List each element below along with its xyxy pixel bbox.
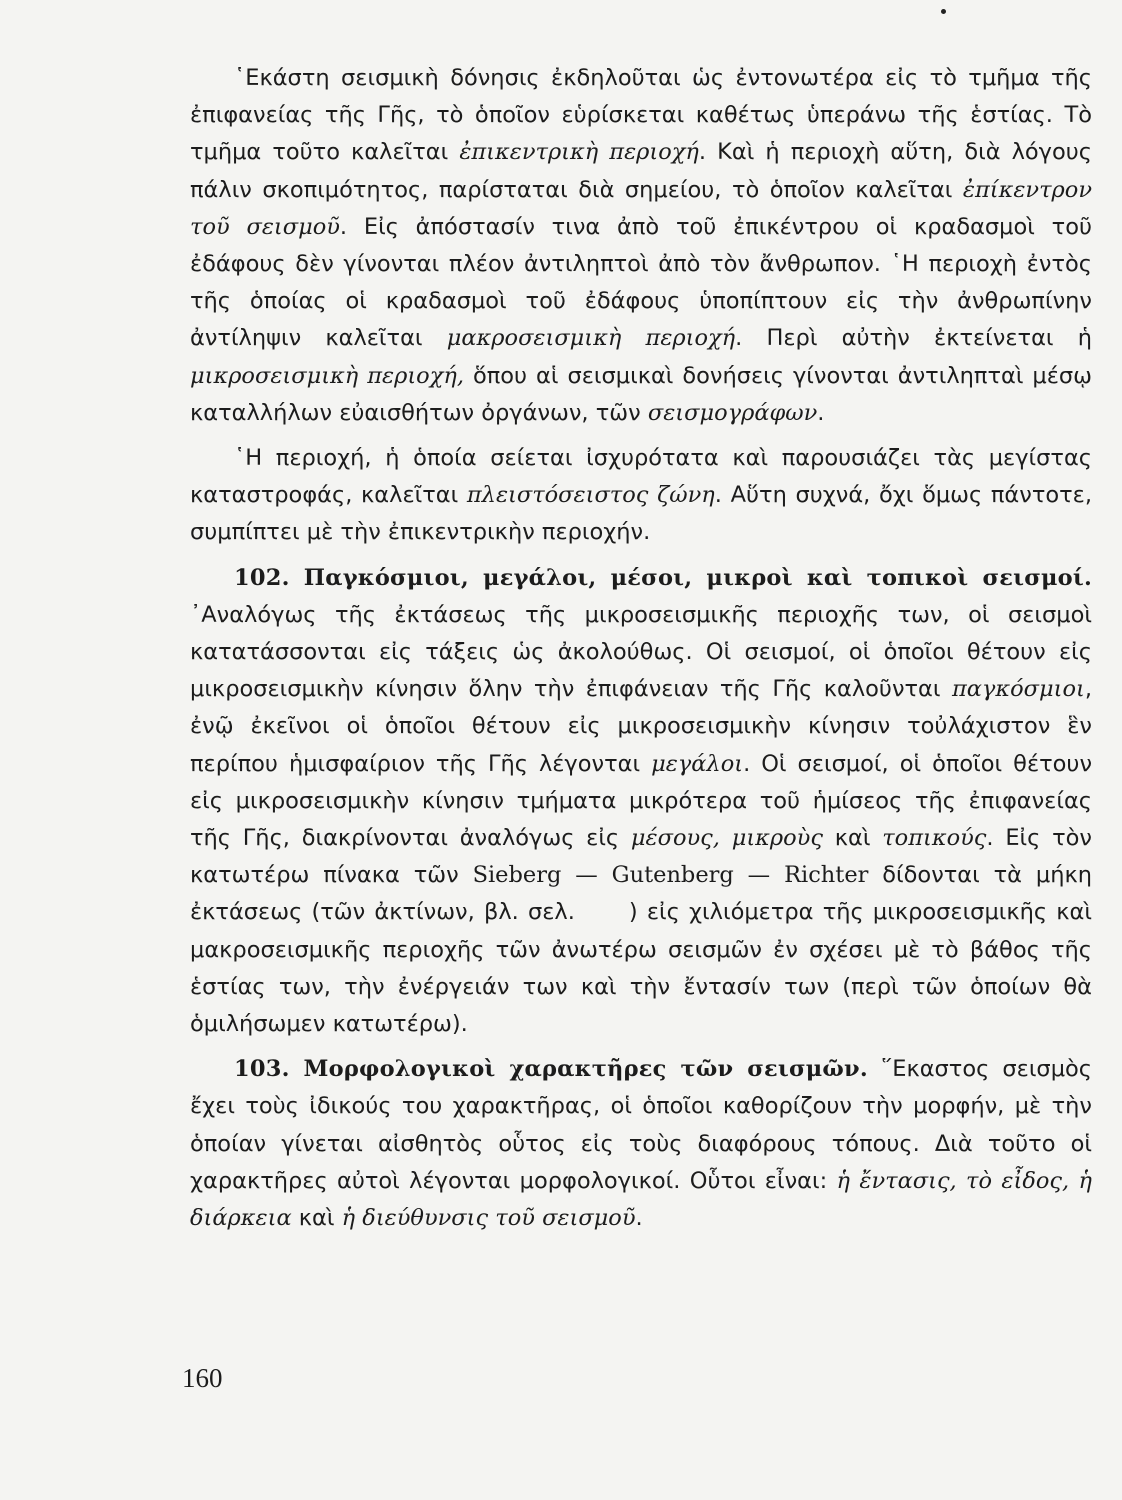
term-epicenter: ἐπίκεντρον τοῦ σεισμοῦ [190, 176, 1092, 240]
text-run: . [817, 399, 825, 426]
term-characteristics: ἡ ἔντασις, τὸ εἶδος, ἡ διάρκεια [190, 1167, 1093, 1232]
term-local: τοπικούς [882, 825, 987, 852]
term-seismographs: σεισμογράφων [647, 399, 818, 426]
text-run: . Οἱ σεισμοί, οἱ ὁποῖοι θέτουν εἰς μικροσεισμικὴν κίνησιν τμήματα μικρότερα τοῦ ἡμίσεος τῆς ἐπιφανείας τῆς Γῆς, διακρίνονται ἀναλόγως εἰς [190, 750, 1093, 852]
text-run: καὶ [291, 1205, 342, 1232]
term-global: παγκόσμιοι [951, 676, 1085, 703]
term-macroseismic-region: μακροσεισμικὴ περιοχή [446, 325, 736, 352]
text-run: . Εἰς τὸν κατωτέρω πίνακα τῶν [190, 825, 1093, 889]
intro-paragraph-1 [190, 60, 1092, 432]
text-run: . Περὶ αὐτὴν ἐκτείνεται ἡ [735, 325, 1092, 352]
text-run: ᾿Αναλόγως τῆς ἐκτάσεως τῆς μικροσεισμικῆς περιοχῆς των, οἱ σεισμοὶ κατατάσσονται εἰς τάξεις ὡς ἀκολούθως. Οἱ σεισμοί, οἱ ὁποῖοι θέτουν εἰς μικροσεισμικὴν κίνησιν ὅλην τὴν ἐπιφάνειαν τῆς Γῆς καλοῦνται [190, 601, 1092, 703]
term-large: μεγάλοι [651, 750, 744, 777]
text-run: ῾Η περιοχή, ἡ ὁποία σείεται ἰσχυρότατα καὶ παρουσιάζει τὰς μεγίστας καταστροφάς, καλεῖται [190, 445, 1092, 509]
section-102 [190, 560, 1092, 1044]
section-102-heading: 102. Παγκόσμιοι, μεγάλοι, μέσοι, μικροὶ καὶ τοπικοὶ σεισμοί. [234, 564, 1092, 591]
text-run: ῞Εκαστος σεισμὸς ἔχει τοὺς ἰδικούς του χαρακτῆρας, οἱ ὁποῖοι καθορίζουν τὴν μορφήν, μὲ τὴν ὁποίαν γίνεται αἰσθητὸς οὗτος εἰς τοὺς διαφόρους τόπους. Διὰ τοῦτο οἱ χαρακτῆρες αὐτοὶ λέγονται μορφολογικοί. Οὗτοι εἶναι: [190, 1056, 1092, 1194]
term-pleistoseismal-zone: πλειστόσειστος ζώνη [466, 482, 715, 509]
intro-paragraph-2 [190, 440, 1092, 552]
term-microseismic-region: μικροσεισμικὴ περιοχή, [190, 362, 464, 389]
text-run: . Καὶ ἡ περιοχὴ αὕτη, διὰ λόγους πάλιν σκοπιμότητος, παρίσταται διὰ σημείου, τὸ ὁποῖον καλεῖται [190, 139, 1092, 203]
page-body [190, 60, 1092, 1237]
page-number: 160 [182, 1363, 223, 1393]
term-direction: ἡ διεύθυνσις τοῦ σεισμοῦ [341, 1205, 636, 1232]
text-run: καὶ [822, 825, 883, 852]
text-run: ῾Εκάστη σεισμικὴ δόνησις ἐκδηλοῦται ὡς ἐντονωτέρα εἰς τὸ τμῆμα τῆς ἐπιφανείας τῆς Γῆς, τὸ ὁποῖον εὑρίσκεται καθέτως ὑπεράνω τῆς ἑστίας. Τὸ τμῆμα τοῦτο καλεῖται [190, 65, 1092, 166]
term-epicentral-region: ἐπικεντρικὴ περιοχή [459, 139, 699, 166]
text-run: ὅπου αἱ σεισμικαὶ δονήσεις γίνονται ἀντιληπταὶ μέσῳ καταλλήλων εὐαισθήτων ὀργάνων, τῶν [190, 362, 1092, 426]
section-103-heading: 103. Μορφολογικοὶ χαρακτῆρες τῶν σεισμῶν. [234, 1056, 868, 1083]
text-run: . Εἰς ἀπόστασίν τινα ἀπὸ τοῦ ἐπικέντρου οἱ κραδασμοὶ τοῦ ἐδάφους δὲν γίνονται πλέον ἀντιληπτοὶ ἀπὸ τὸν ἄνθρωπον. ῾Η περιοχὴ ἐντὸς τῆς ὁποίας οἱ κραδασμοὶ τοῦ ἐδάφους ὑποπίπτουν εἰς τὴν ἀνθρωπίνην ἀντίληψιν καλεῖται [190, 213, 1092, 352]
text-run: , ἐνῷ ἐκεῖνοι οἱ ὁποῖοι θέτουν εἰς μικροσεισμικὴν κίνησιν τοὐλάχιστον ἓν περίπου ἡμισφαίριον τῆς Γῆς λέγονται [190, 676, 1092, 777]
author-names: Sieberg — Gutenberg — Richter [472, 862, 869, 889]
term-medium-small: μέσους, μικροὺς [630, 825, 823, 852]
section-103 [190, 1051, 1092, 1237]
text-run: δίδονται τὰ μήκη ἐκτάσεως (τῶν ἀκτίνων, βλ. σελ. [190, 862, 1092, 926]
text-run: . Αὕτη συχνά, ὄχι ὅμως πάντοτε, συμπίπτει μὲ τὴν ἐπικεντρικὴν περιοχήν. [190, 482, 1092, 546]
ink-mark [941, 9, 946, 14]
text-run: ) εἰς χιλιόμετρα τῆς μικροσεισμικῆς καὶ μακροσεισμικῆς περιοχῆς τῶν ἀνωτέρω σεισμῶν ἐν σχέσει μὲ τὸ βάθος τῆς ἑστίας των, τὴν ἐνέργειάν των καὶ τὴν ἔντασίν των (περὶ τῶν ὁποίων θὰ ὁμιλήσωμεν κατωτέρω). [190, 899, 1092, 1038]
text-run: . [635, 1205, 643, 1232]
